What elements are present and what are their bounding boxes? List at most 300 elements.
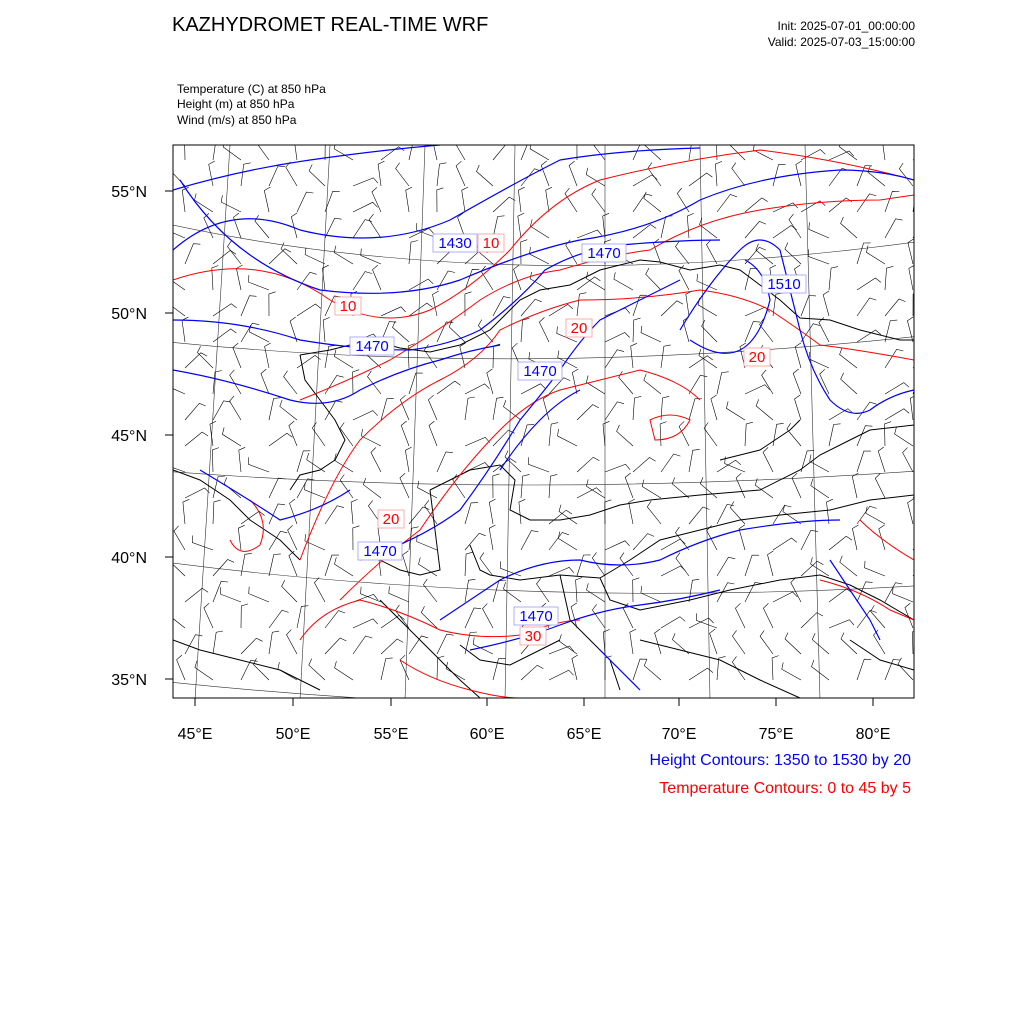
wind-barb	[785, 243, 801, 264]
wind-barb	[437, 634, 454, 654]
wind-barb	[209, 161, 215, 186]
wind-barb	[305, 534, 325, 550]
wind-barb	[644, 659, 661, 680]
wind-barb	[480, 553, 493, 576]
wind-barb	[465, 384, 490, 394]
wind-barb	[213, 329, 236, 342]
wind-barb	[592, 137, 605, 160]
wind-barb	[282, 580, 297, 602]
lon-label-75e: 75°E	[758, 726, 794, 743]
wind-barb	[325, 638, 346, 654]
wind-barb	[689, 618, 714, 628]
wind-barb	[369, 214, 381, 238]
wind-barb	[185, 353, 207, 368]
wind-barb	[248, 457, 269, 472]
wind-barb	[297, 606, 308, 628]
wind-barb	[521, 240, 528, 264]
wind-barb	[487, 369, 493, 394]
wind-barb	[213, 250, 236, 264]
wind-barb	[400, 655, 409, 680]
wind-barb	[913, 219, 930, 239]
wind-barb	[633, 578, 640, 602]
wind-barb	[185, 432, 208, 446]
wind-barb	[710, 629, 717, 654]
wind-barb	[661, 216, 673, 238]
wind-barb	[885, 191, 899, 212]
wind-barb	[280, 400, 297, 420]
wind-barb	[841, 217, 857, 238]
wind-barb	[185, 136, 192, 160]
wind-barb	[908, 499, 914, 524]
wind-barb	[433, 291, 439, 316]
wind-barb	[577, 405, 599, 420]
wind-barb	[661, 301, 683, 316]
wind-barb	[605, 333, 630, 343]
wind-barb	[381, 658, 393, 680]
wind-barb	[913, 558, 932, 576]
height-label-1510: 1510	[767, 276, 801, 293]
wind-barb	[857, 194, 876, 212]
wind-barb	[717, 504, 734, 524]
wind-barb	[269, 292, 276, 316]
wind-barb	[745, 268, 757, 290]
wind-barb	[167, 271, 185, 290]
wind-barb	[907, 317, 913, 342]
wind-barb	[396, 163, 409, 186]
wind-barb	[903, 448, 913, 472]
wind-barb	[592, 189, 605, 212]
wind-barb	[465, 608, 481, 628]
wind-barb	[829, 536, 852, 550]
wind-barb	[812, 660, 830, 680]
wind-barb	[528, 457, 549, 472]
wind-barb	[795, 343, 801, 368]
wind-barb	[715, 161, 722, 186]
wind-barb	[840, 348, 857, 368]
wind-barb	[605, 541, 630, 550]
wind-barb	[288, 525, 297, 550]
wind-barb	[256, 137, 269, 161]
wind-barb	[603, 629, 610, 654]
wind-barb	[406, 187, 412, 212]
wind-barb	[549, 474, 557, 498]
wind-barb	[559, 505, 577, 524]
wind-barb	[529, 247, 549, 264]
wind-barb	[239, 447, 245, 472]
wind-barb	[269, 554, 281, 576]
wind-barb	[655, 629, 661, 654]
wind-barb	[840, 556, 857, 576]
wind-barb	[549, 423, 558, 446]
wind-barb	[617, 425, 633, 446]
wind-barb	[745, 555, 759, 576]
wind-barb	[762, 370, 773, 394]
wind-barb	[893, 587, 913, 602]
wind-barb	[530, 272, 549, 290]
wind-barb	[325, 376, 344, 395]
wind-barb	[182, 317, 188, 342]
wind-barb	[437, 163, 446, 186]
wind-barb	[353, 272, 372, 290]
wind-barb	[633, 318, 641, 342]
wind-barb	[633, 225, 656, 239]
wind-barb	[192, 536, 213, 551]
wind-barb	[732, 656, 745, 680]
wind-barb	[401, 421, 409, 446]
wind-barb	[405, 447, 411, 472]
wind-barb	[289, 551, 297, 576]
wind-barb	[309, 659, 325, 680]
wind-barb	[732, 163, 745, 186]
wind-barb	[493, 344, 500, 368]
wind-barb	[592, 604, 605, 628]
wind-barb	[437, 452, 453, 472]
wind-barb	[633, 175, 657, 186]
wind-barb	[885, 349, 903, 368]
wind-barb	[823, 291, 829, 316]
wind-barb	[389, 586, 409, 602]
lat-label-40n: 40°N	[111, 550, 147, 567]
wind-barb	[698, 298, 717, 316]
wind-barb	[185, 244, 200, 264]
wind-barb	[165, 222, 185, 238]
wind-barb	[605, 500, 612, 524]
wind-barb	[839, 140, 857, 160]
wind-barb	[572, 369, 578, 394]
legend-temperature-contours: Temperature Contours: 0 to 45 by 5	[659, 780, 911, 797]
wind-barb	[801, 561, 823, 576]
wind-barb	[185, 588, 208, 602]
wind-barb	[185, 488, 210, 498]
wind-barb	[558, 429, 578, 446]
wind-barb	[230, 370, 241, 394]
wind-barb	[857, 278, 881, 290]
wind-barb	[704, 423, 717, 447]
wind-barb	[314, 578, 325, 602]
wind-barb	[644, 192, 661, 212]
wind-barb	[605, 656, 612, 680]
wind-barb	[857, 298, 876, 316]
wind-barb	[493, 430, 515, 446]
temp-label-10-west: 10	[339, 298, 357, 315]
wind-barb	[493, 143, 514, 160]
height-label-1470-west: 1470	[355, 338, 389, 355]
wind-barb	[483, 604, 494, 628]
height-label-1470-center: 1470	[523, 363, 557, 380]
map-title: KAZHYDROMET REAL-TIME WRF	[172, 14, 489, 36]
wind-barb	[213, 560, 234, 577]
wind-barb	[541, 161, 549, 186]
legend-height-contours: Height Contours: 1350 to 1530 by 20	[649, 752, 911, 769]
wind-barb	[792, 473, 801, 498]
wind-barb	[736, 473, 745, 498]
wind-barb	[630, 629, 636, 654]
wind-barb	[195, 193, 214, 212]
wind-barb	[717, 195, 737, 213]
wind-barb	[221, 195, 241, 212]
wind-barb	[676, 241, 690, 264]
wind-barb	[577, 457, 599, 472]
wind-barb	[417, 535, 437, 550]
field-wind: Wind (m/s) at 850 hPa	[177, 113, 297, 127]
wind-barb	[672, 633, 689, 654]
wind-barb	[437, 271, 455, 290]
wind-barb	[294, 135, 300, 160]
lon-label-65e: 65°E	[566, 726, 602, 743]
wind-barb	[687, 213, 694, 238]
height-label-1430: 1430	[438, 235, 472, 252]
wind-barb	[465, 503, 478, 524]
wind-barb	[676, 553, 689, 576]
wind-barb	[577, 293, 586, 316]
wind-barb	[646, 268, 661, 290]
wind-barb	[169, 555, 185, 577]
wind-barb	[631, 343, 637, 368]
lat-label-45n: 45°N	[111, 428, 147, 445]
lon-label-55e: 55°E	[373, 726, 409, 743]
wind-barb	[500, 561, 521, 576]
wind-barb	[625, 473, 633, 498]
wind-barb	[829, 620, 854, 628]
wind-barb	[378, 161, 384, 186]
wind-barb	[866, 506, 885, 524]
wind-barb	[841, 373, 857, 394]
wind-barb	[537, 578, 550, 602]
wind-barb	[801, 296, 816, 317]
wind-barb	[882, 135, 888, 160]
wind-barb	[829, 589, 852, 602]
wind-barb	[702, 320, 717, 342]
wind-barb	[689, 356, 713, 368]
wind-barb	[428, 395, 437, 420]
wind-barb	[885, 422, 892, 446]
wind-barb	[223, 140, 241, 160]
wind-barb	[577, 277, 600, 290]
wind-barb	[493, 197, 515, 212]
wind-barb	[569, 161, 577, 186]
wind-barb	[717, 460, 741, 472]
wind-barb	[489, 499, 495, 524]
wind-barb	[353, 370, 360, 394]
wind-barb	[641, 326, 661, 342]
wind-barb	[539, 317, 549, 342]
wind-barb	[221, 587, 242, 602]
wind-barb	[371, 448, 381, 473]
wind-barb	[521, 665, 543, 680]
wind-barb	[291, 213, 297, 238]
wind-barb	[707, 240, 718, 264]
wind-barb	[689, 449, 700, 472]
wind-barb	[204, 603, 213, 628]
wind-barb	[168, 608, 185, 628]
wind-barb	[586, 376, 605, 395]
wind-barb	[878, 447, 885, 472]
field-height: Height (m) at 850 hPa	[177, 97, 295, 111]
wind-barb	[763, 447, 773, 472]
wind-barb	[224, 477, 241, 498]
wind-barb	[760, 631, 773, 655]
wind-barb	[874, 630, 886, 654]
wind-barb	[586, 168, 605, 186]
wind-barb	[660, 422, 667, 446]
wind-barb	[233, 343, 241, 368]
wind-barb	[912, 630, 919, 654]
wind-barb	[773, 164, 786, 186]
wind-barb	[829, 409, 853, 420]
wind-barb	[287, 630, 298, 654]
wind-barb	[895, 427, 913, 446]
wind-barb	[465, 292, 472, 316]
wind-barb	[165, 378, 185, 394]
wind-barb	[325, 136, 332, 160]
wind-barb	[530, 219, 549, 238]
wind-barb	[307, 453, 325, 472]
wind-barb	[725, 457, 745, 473]
wind-barb	[305, 483, 325, 498]
wind-barb	[559, 634, 577, 654]
wind-barb	[493, 397, 504, 420]
wind-barb	[353, 178, 378, 186]
wind-barb	[605, 308, 630, 316]
wind-barb	[661, 396, 669, 420]
wind-barb	[269, 433, 293, 446]
wind-barb	[418, 481, 437, 498]
wind-barb	[603, 421, 609, 446]
wind-barb	[323, 317, 330, 342]
lon-label-70e: 70°E	[661, 726, 697, 743]
wind-barb	[353, 636, 372, 654]
wind-barb	[437, 656, 444, 680]
wind-barb	[213, 304, 237, 316]
wind-barb	[212, 448, 219, 472]
wind-barb	[446, 662, 465, 680]
wind-barb	[265, 343, 271, 368]
wind-barb	[241, 296, 257, 316]
lat-label-50n: 50°N	[111, 306, 147, 323]
wind-barb	[633, 396, 641, 420]
wind-barb	[677, 188, 689, 212]
wind-barb	[829, 267, 838, 290]
wind-barb	[465, 552, 473, 576]
wind-barb	[605, 464, 630, 472]
wind-barb	[642, 480, 661, 498]
wind-barb	[429, 421, 437, 446]
wind-barb	[269, 166, 285, 186]
wind-barb	[812, 633, 829, 654]
wind-barb	[284, 371, 297, 394]
wind-barb	[852, 525, 858, 550]
wind-barb	[514, 265, 521, 290]
wind-barb	[185, 635, 202, 654]
wind-barb	[353, 202, 378, 212]
wind-barb	[811, 557, 829, 576]
wind-barb	[290, 499, 298, 524]
wind-barb	[772, 656, 779, 680]
wind-barb	[885, 266, 893, 290]
wind-barb	[222, 428, 241, 447]
wind-barb	[586, 479, 605, 498]
wind-barb	[865, 561, 885, 576]
wind-barb	[249, 275, 270, 290]
wind-barb	[437, 381, 461, 394]
wind-barb	[213, 500, 221, 524]
wind-barb	[449, 321, 465, 343]
wind-barb	[885, 219, 903, 238]
wind-barb	[899, 163, 913, 186]
wind-barb	[521, 140, 536, 160]
wind-barb	[241, 553, 252, 576]
wind-barb	[689, 399, 702, 421]
wind-barb	[353, 411, 378, 420]
wind-barb	[477, 165, 494, 186]
wind-barb	[335, 661, 353, 680]
wind-barb	[696, 613, 717, 628]
wind-barb	[454, 136, 465, 160]
height-label-1470-north: 1470	[587, 245, 621, 262]
wind-barb	[170, 164, 185, 186]
wind-barb	[253, 658, 269, 680]
wind-barb	[297, 304, 321, 316]
wind-barb	[403, 551, 409, 576]
wind-barb	[735, 603, 745, 628]
wind-barb	[462, 187, 468, 212]
wind-barb	[213, 401, 231, 420]
wind-barb	[605, 402, 624, 420]
wind-barb	[661, 454, 680, 472]
wind-barb	[913, 533, 934, 550]
temp-label-20-west: 20	[382, 511, 400, 528]
wind-barb	[164, 458, 185, 473]
wind-barb	[241, 660, 258, 680]
wind-barb	[174, 526, 185, 550]
wind-barb	[811, 479, 829, 498]
wind-barb	[913, 482, 935, 498]
wind-barb	[809, 222, 829, 238]
wind-barb	[756, 244, 773, 264]
wind-barb	[185, 403, 206, 420]
wind-barb	[334, 246, 353, 264]
wind-barb	[241, 638, 263, 654]
wind-barb	[269, 478, 285, 498]
wind-barb	[829, 424, 841, 446]
wind-barb	[726, 402, 745, 421]
wind-barb	[269, 610, 289, 628]
wind-barb	[768, 551, 774, 576]
wind-barb	[210, 421, 216, 446]
wind-barb	[793, 369, 801, 394]
wind-barb	[478, 320, 493, 342]
wind-barb	[481, 266, 493, 290]
wind-barb	[289, 421, 297, 446]
wind-barb	[195, 661, 213, 680]
wind-barb	[423, 579, 437, 602]
wind-barb	[493, 474, 500, 498]
wind-barb	[819, 318, 829, 343]
wind-barb	[577, 488, 602, 498]
wind-barbs	[164, 135, 937, 680]
lon-label-45e: 45°E	[177, 726, 213, 743]
wind-barb	[353, 619, 378, 628]
init-time: Init: 2025-07-01_00:00:00	[777, 19, 915, 33]
wind-barb	[566, 240, 577, 264]
wind-barb	[309, 165, 325, 187]
wind-barb	[549, 670, 574, 680]
wind-barb	[577, 555, 591, 576]
wind-barb	[829, 198, 852, 212]
wind-barb	[549, 304, 573, 316]
wind-barb	[866, 246, 885, 265]
wind-barb	[518, 187, 524, 212]
